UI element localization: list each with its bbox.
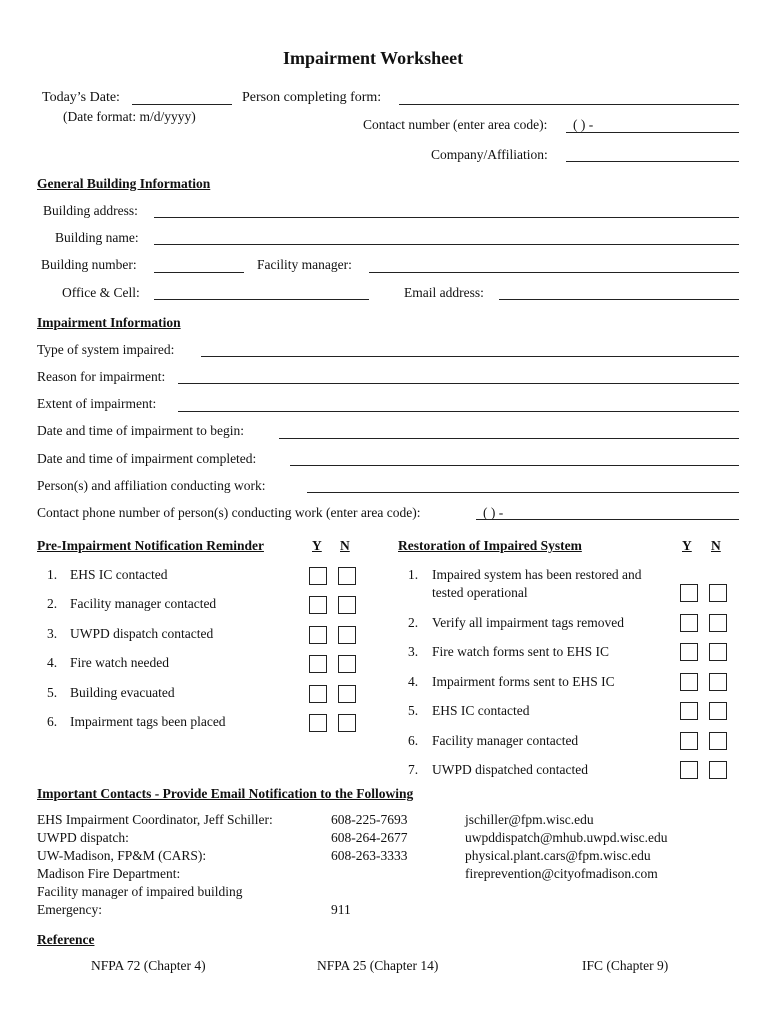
restore-n-header: N (711, 538, 721, 553)
contacts-heading: Important Contacts - Provide Email Notification to the Following (37, 786, 414, 801)
restore-item-1-n-checkbox[interactable] (709, 584, 727, 602)
contact-number-prefix: ( ) - (573, 117, 594, 132)
restore-heading: Restoration of Impaired System (398, 538, 582, 553)
reference-item: NFPA 72 (Chapter 4) (91, 958, 206, 973)
pre-item-1-y-checkbox[interactable] (309, 567, 327, 585)
contact-email[interactable]: jschiller@fpm.wisc.edu (465, 812, 594, 827)
pre-item-number: 4. (47, 655, 58, 670)
begin-field[interactable] (279, 438, 739, 439)
contact-name: Madison Fire Department: (37, 866, 181, 881)
completed-field[interactable] (290, 465, 739, 466)
restore-item-text: Impaired system has been restored and (432, 567, 642, 582)
general-heading: General Building Information (37, 176, 211, 191)
persons-field[interactable] (307, 492, 739, 493)
facility-manager-field[interactable] (369, 272, 739, 273)
pre-item-6-n-checkbox[interactable] (338, 714, 356, 732)
extent-label: Extent of impairment: (37, 396, 157, 411)
restore-item-text-line2: tested operational (432, 585, 528, 600)
restore-item-4-n-checkbox[interactable] (709, 673, 727, 691)
pre-item-4-n-checkbox[interactable] (338, 655, 356, 673)
pre-item-6-y-checkbox[interactable] (309, 714, 327, 732)
restore-item-text: Fire watch forms sent to EHS IC (432, 644, 609, 659)
todays-date-label: Today’s Date: (42, 90, 120, 105)
pre-item-number: 5. (47, 685, 58, 700)
building-number-label: Building number: (41, 257, 137, 272)
type-label: Type of system impaired: (37, 342, 175, 357)
office-cell-label: Office & Cell: (62, 285, 140, 300)
pre-heading: Pre-Impairment Notification Reminder (37, 538, 264, 553)
pre-item-4-y-checkbox[interactable] (309, 655, 327, 673)
contact-number-field[interactable] (566, 132, 739, 133)
contact-email[interactable]: physical.plant.cars@fpm.wisc.edu (465, 848, 651, 863)
contact-name: UW-Madison, FP&M (CARS): (37, 848, 207, 863)
restore-item-6-y-checkbox[interactable] (680, 732, 698, 750)
restore-item-6-n-checkbox[interactable] (709, 732, 727, 750)
pre-item-5-n-checkbox[interactable] (338, 685, 356, 703)
restore-item-text: EHS IC contacted (432, 703, 530, 718)
building-address-label: Building address: (43, 203, 138, 218)
contact-name: Emergency: (37, 902, 102, 917)
pre-item-3-n-checkbox[interactable] (338, 626, 356, 644)
impairment-heading: Impairment Information (37, 315, 181, 330)
restore-item-5-n-checkbox[interactable] (709, 702, 727, 720)
phone-label: Contact phone number of person(s) conducting work (enter area code): (37, 505, 421, 520)
contact-email[interactable]: fireprevention@cityofmadison.com (465, 866, 658, 881)
person-completing-field[interactable] (399, 104, 739, 105)
building-address-field[interactable] (154, 217, 739, 218)
contact-phone: 608-264-2677 (331, 830, 408, 845)
contact-email[interactable]: uwpddispatch@mhub.uwpd.wisc.edu (465, 830, 668, 845)
pre-item-text: Impairment tags been placed (70, 714, 226, 729)
pre-item-2-y-checkbox[interactable] (309, 596, 327, 614)
restore-item-7-y-checkbox[interactable] (680, 761, 698, 779)
restore-item-5-y-checkbox[interactable] (680, 702, 698, 720)
pre-item-1-n-checkbox[interactable] (338, 567, 356, 585)
todays-date-field[interactable] (132, 104, 232, 105)
person-completing-label: Person completing form: (242, 90, 382, 105)
restore-item-number: 3. (408, 644, 419, 659)
date-format-note: (Date format: m/d/yyyy) (63, 109, 196, 124)
contact-phone: 911 (331, 902, 351, 917)
pre-item-text: UWPD dispatch contacted (70, 626, 214, 641)
restore-item-number: 1. (408, 567, 419, 582)
facility-manager-label: Facility manager: (257, 257, 352, 272)
restore-item-4-y-checkbox[interactable] (680, 673, 698, 691)
pre-item-5-y-checkbox[interactable] (309, 685, 327, 703)
pre-item-number: 2. (47, 596, 58, 611)
building-number-field[interactable] (154, 272, 244, 273)
reason-field[interactable] (178, 383, 739, 384)
restore-item-2-n-checkbox[interactable] (709, 614, 727, 632)
restore-item-number: 7. (408, 762, 419, 777)
restore-item-number: 5. (408, 703, 419, 718)
contact-name: EHS Impairment Coordinator, Jeff Schiller: (37, 812, 273, 827)
phone-field[interactable] (476, 519, 739, 520)
restore-item-text: Impairment forms sent to EHS IC (432, 674, 615, 689)
begin-label: Date and time of impairment to begin: (37, 423, 244, 438)
contact-name: Facility manager of impaired building (37, 884, 243, 899)
pre-n-header: N (340, 538, 350, 553)
restore-item-number: 4. (408, 674, 419, 689)
restore-item-number: 6. (408, 733, 419, 748)
restore-item-3-y-checkbox[interactable] (680, 643, 698, 661)
completed-label: Date and time of impairment completed: (37, 451, 257, 466)
pre-item-number: 1. (47, 567, 58, 582)
pre-item-number: 3. (47, 626, 58, 641)
restore-item-text: Facility manager contacted (432, 733, 579, 748)
contact-name: UWPD dispatch: (37, 830, 129, 845)
contact-number-label: Contact number (enter area code): (363, 117, 548, 132)
reference-heading: Reference (37, 932, 95, 947)
pre-item-2-n-checkbox[interactable] (338, 596, 356, 614)
contact-phone: 608-263-3333 (331, 848, 408, 863)
reason-label: Reason for impairment: (37, 369, 166, 384)
phone-prefix: ( ) - (483, 505, 504, 520)
restore-item-text: UWPD dispatched contacted (432, 762, 588, 777)
email-field[interactable] (499, 299, 739, 300)
page-title: Impairment Worksheet (283, 48, 464, 68)
extent-field[interactable] (178, 411, 739, 412)
pre-item-3-y-checkbox[interactable] (309, 626, 327, 644)
restore-item-number: 2. (408, 615, 419, 630)
pre-y-header: Y (312, 538, 322, 553)
building-name-label: Building name: (55, 230, 139, 245)
pre-item-text: EHS IC contacted (70, 567, 168, 582)
reference-item: NFPA 25 (Chapter 14) (317, 958, 439, 973)
company-field[interactable] (566, 161, 739, 162)
pre-item-text: Building evacuated (70, 685, 175, 700)
restore-item-3-n-checkbox[interactable] (709, 643, 727, 661)
restore-item-7-n-checkbox[interactable] (709, 761, 727, 779)
email-label: Email address: (404, 285, 484, 300)
persons-label: Person(s) and affiliation conducting work: (37, 478, 266, 493)
pre-item-text: Fire watch needed (70, 655, 169, 670)
pre-item-text: Facility manager contacted (70, 596, 217, 611)
restore-item-1-y-checkbox[interactable] (680, 584, 698, 602)
contact-phone: 608-225-7693 (331, 812, 408, 827)
type-field[interactable] (201, 356, 739, 357)
restore-item-text: Verify all impairment tags removed (432, 615, 624, 630)
office-cell-field[interactable] (154, 299, 369, 300)
building-name-field[interactable] (154, 244, 739, 245)
restore-item-2-y-checkbox[interactable] (680, 614, 698, 632)
pre-item-number: 6. (47, 714, 58, 729)
restore-y-header: Y (682, 538, 692, 553)
reference-item: IFC (Chapter 9) (582, 958, 669, 973)
company-label: Company/Affiliation: (431, 147, 548, 162)
